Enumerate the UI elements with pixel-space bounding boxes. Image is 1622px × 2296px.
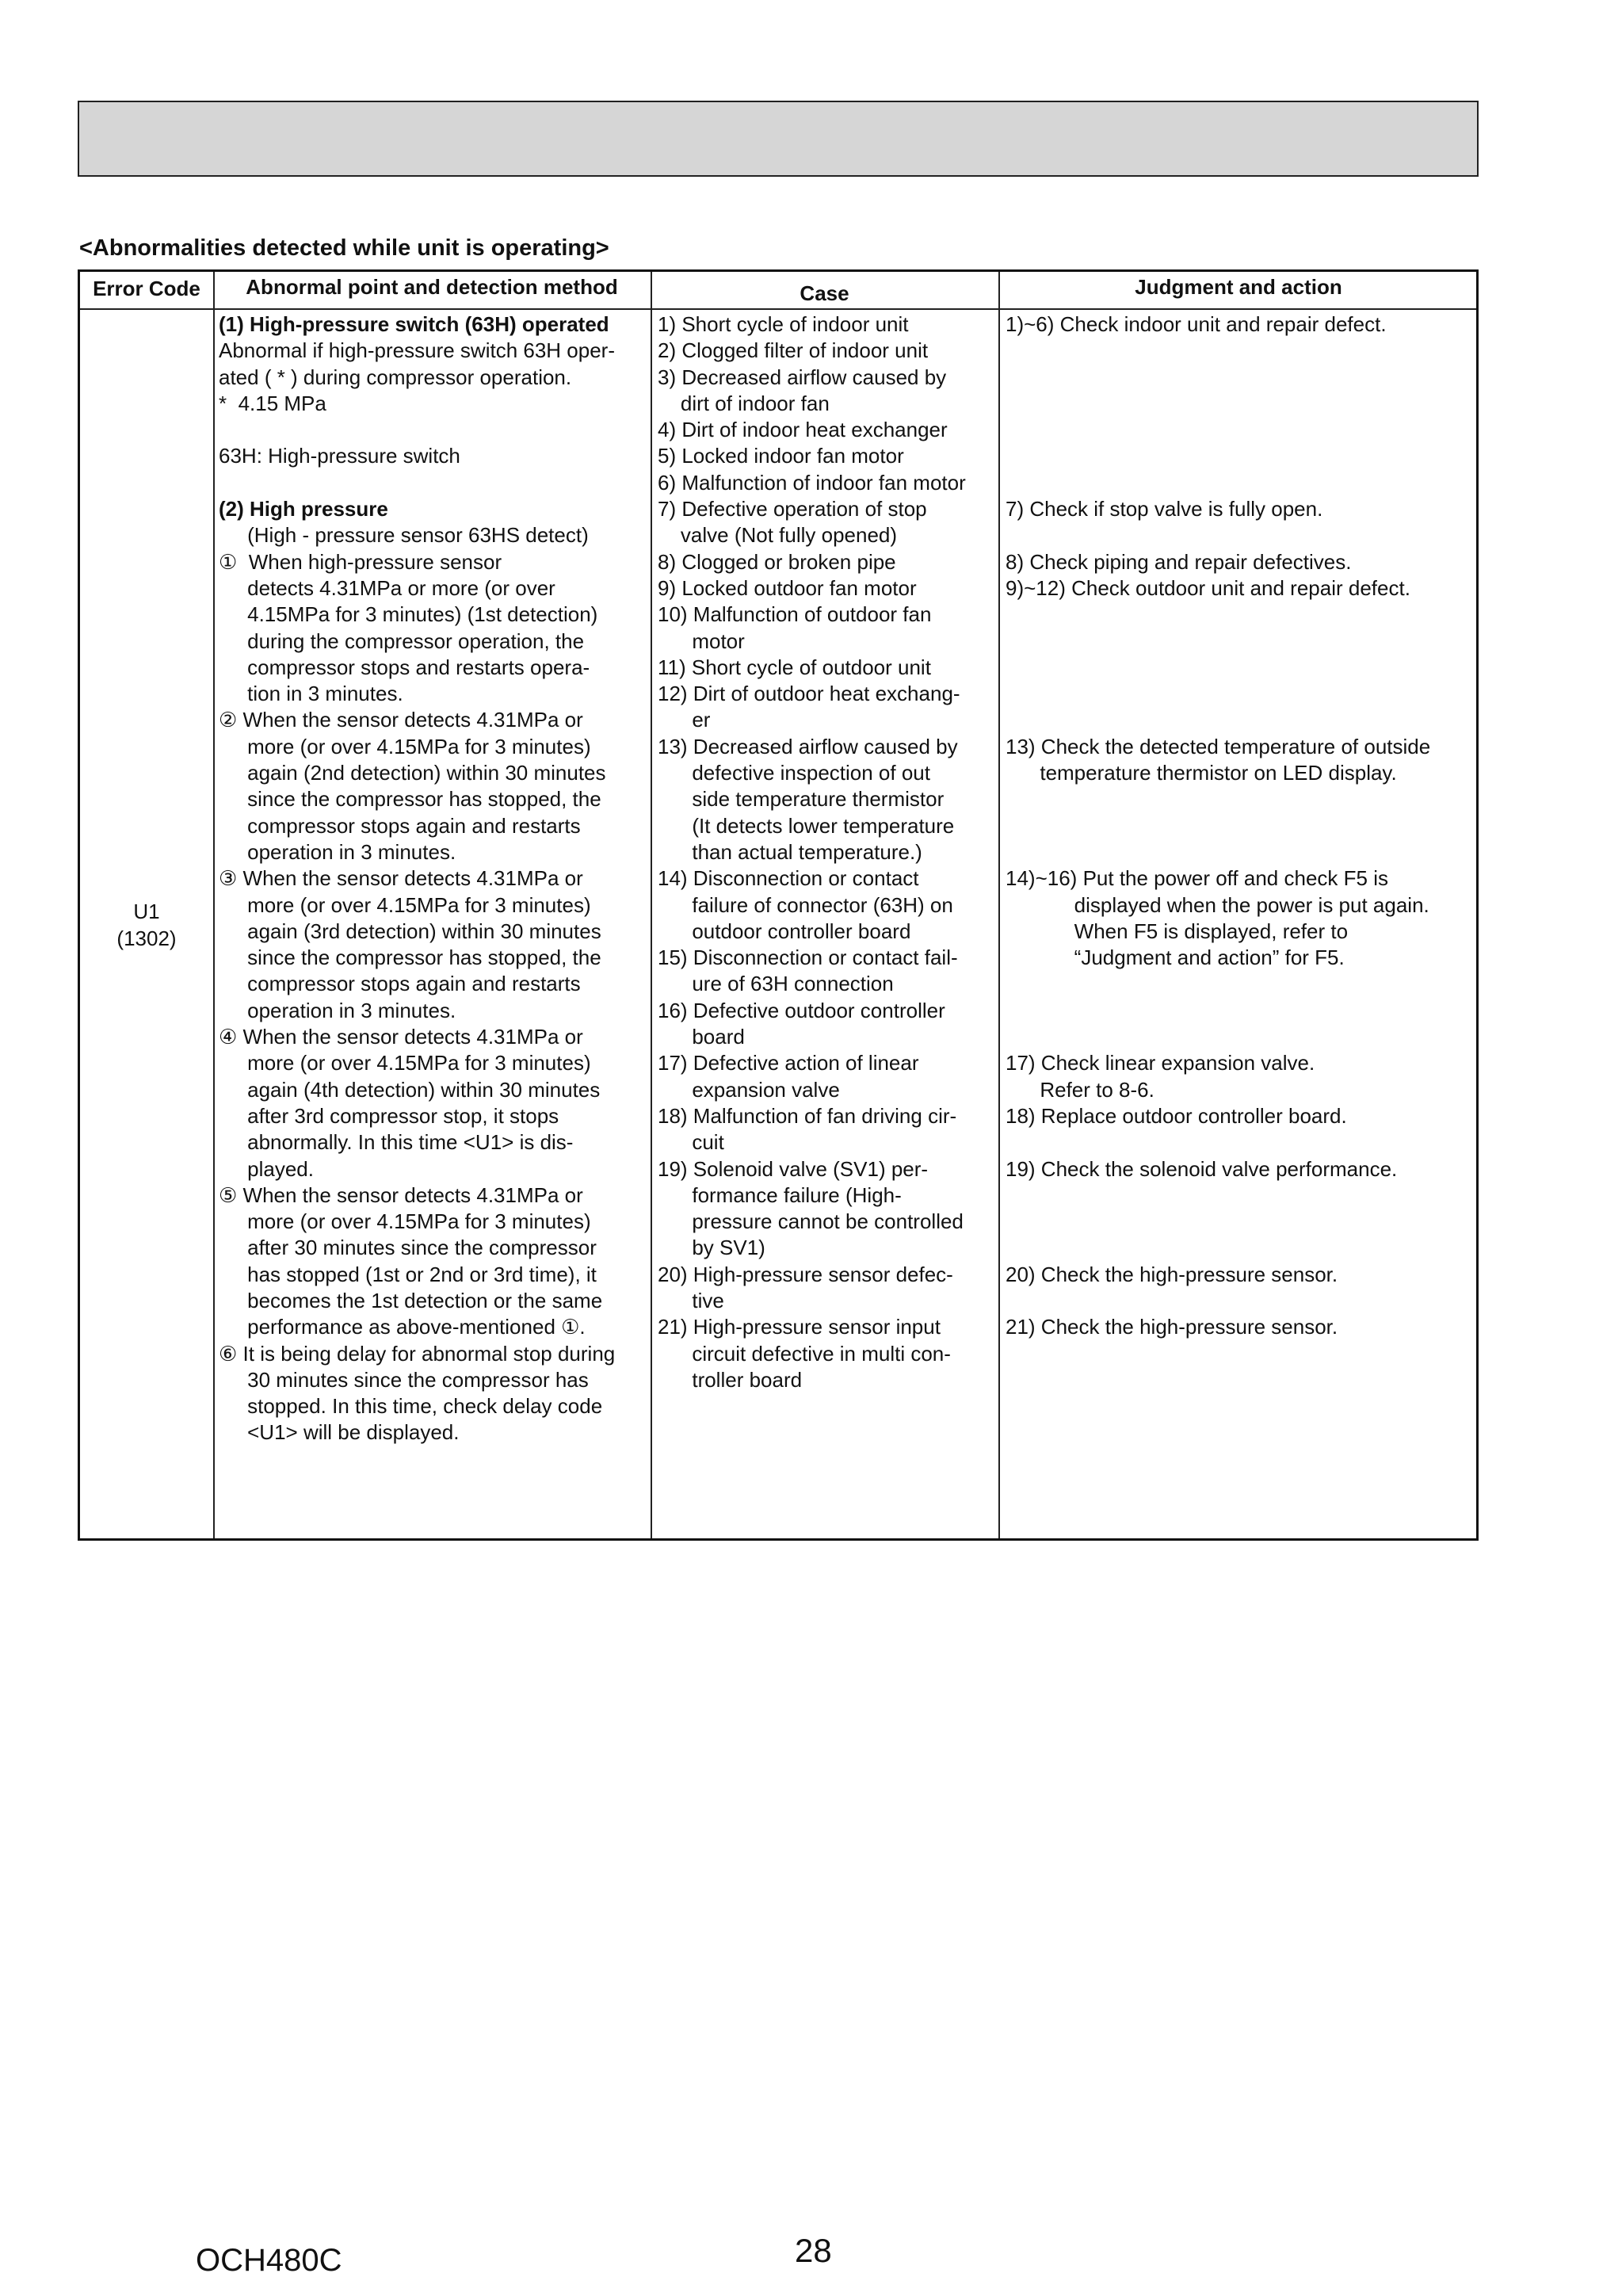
- text-line: (2) High pressure: [219, 497, 388, 521]
- text-line: [1006, 443, 1430, 469]
- text-line: 14)~16) Put the power off and check F5 is: [1006, 866, 1388, 891]
- text-line: than actual temperature.): [658, 839, 922, 864]
- text-line: 14) Disconnection or contact: [658, 866, 919, 891]
- text-line: compressor stops again and restarts: [219, 813, 581, 838]
- text-line: 15) Disconnection or contact fail-: [658, 946, 958, 970]
- text-line: 8) Clogged or broken pipe: [658, 549, 896, 574]
- column-divider: [213, 272, 215, 1538]
- text-line: [1006, 417, 1430, 443]
- column-divider: [998, 272, 1000, 1538]
- text-line: 20) Check the high-pressure sensor.: [1006, 1262, 1338, 1286]
- text-line: performance as above-mentioned ①.: [219, 1315, 586, 1339]
- header-divider: [80, 308, 1476, 310]
- text-line: [1006, 470, 1430, 496]
- text-line: detects 4.31MPa or more (or over: [219, 575, 555, 600]
- text-line: er: [658, 708, 711, 732]
- text-line: ① When high-pressure sensor: [219, 549, 502, 574]
- text-line: dirt of indoor fan: [658, 391, 830, 415]
- text-line: again (2nd detection) within 30 minutes: [219, 761, 606, 785]
- error-code-number: (1302): [116, 926, 177, 950]
- text-line: 8) Check piping and repair defectives.: [1006, 549, 1352, 574]
- text-line: [1006, 365, 1430, 391]
- text-line: ③ When the sensor detects 4.31MPa or: [219, 866, 583, 891]
- text-line: ② When the sensor detects 4.31MPa or: [219, 708, 583, 732]
- text-line: ⑥ It is being delay for abnormal stop during: [219, 1341, 616, 1366]
- text-line: after 30 minutes since the compressor: [219, 1236, 597, 1260]
- text-line: ⑤ When the sensor detects 4.31MPa or: [219, 1182, 583, 1207]
- text-line: 21) Check the high-pressure sensor.: [1006, 1315, 1338, 1339]
- text-line: Abnormal if high-pressure switch 63H oper-: [219, 338, 615, 363]
- text-line: 4.15MPa for 3 minutes) (1st detection): [219, 602, 598, 627]
- text-line: pressure cannot be controlled: [658, 1209, 964, 1234]
- column-divider: [651, 272, 652, 1538]
- text-line: valve (Not fully opened): [658, 523, 898, 548]
- text-line: 9)~12) Check outdoor unit and repair defect.: [1006, 575, 1410, 600]
- text-line: 7) Defective operation of stop: [658, 497, 927, 521]
- text-line: <U1> will be displayed.: [219, 1420, 460, 1445]
- text-line: 17) Check linear expansion valve.: [1006, 1051, 1315, 1075]
- text-line: 2) Clogged filter of indoor unit: [658, 338, 929, 363]
- text-line: compressor stops again and restarts: [219, 972, 581, 996]
- text-line: 63H: High-pressure switch: [219, 444, 460, 468]
- text-line: [1006, 1129, 1430, 1156]
- text-line: compressor stops and restarts opera-: [219, 655, 590, 679]
- text-line: cuit: [658, 1130, 724, 1155]
- text-line: [1006, 1182, 1430, 1209]
- text-line: abnormally. In this time <U1> is dis-: [219, 1130, 574, 1155]
- text-line: 1)~6) Check indoor unit and repair defect.: [1006, 312, 1387, 336]
- text-line: after 3rd compressor stop, it stops: [219, 1103, 559, 1128]
- text-line: [219, 417, 615, 443]
- text-line: [1006, 1235, 1430, 1261]
- text-line: 18) Malfunction of fan driving cir-: [658, 1103, 957, 1128]
- text-line: [1006, 655, 1430, 681]
- text-line: stopped. In this time, check delay code: [219, 1394, 603, 1419]
- text-line: has stopped (1st or 2nd or 3rd time), it: [219, 1262, 597, 1286]
- text-line: formance failure (High-: [658, 1182, 902, 1207]
- text-line: outdoor controller board: [658, 919, 911, 943]
- text-line: tion in 3 minutes.: [219, 682, 403, 706]
- text-line: When F5 is displayed, refer to: [1006, 919, 1349, 943]
- text-line: since the compressor has stopped, the: [219, 946, 601, 970]
- text-line: 10) Malfunction of outdoor fan: [658, 602, 932, 627]
- header-bar: [78, 101, 1479, 177]
- text-line: 13) Decreased airflow caused by: [658, 734, 958, 758]
- text-line: * 4.15 MPa: [219, 391, 326, 415]
- text-line: Refer to 8-6.: [1006, 1077, 1154, 1102]
- text-line: “Judgment and action” for F5.: [1006, 946, 1345, 970]
- text-line: by SV1): [658, 1236, 765, 1260]
- section-title: <Abnormalities detected while unit is operating>: [79, 235, 609, 261]
- text-line: 20) High-pressure sensor defec-: [658, 1262, 953, 1286]
- text-line: [1006, 1209, 1430, 1235]
- text-line: (High - pressure sensor 63HS detect): [219, 523, 589, 548]
- header-error-code: Error Code: [93, 277, 200, 300]
- text-line: tive: [658, 1288, 724, 1312]
- text-line: displayed when the power is put again.: [1006, 892, 1429, 917]
- text-line: temperature thermistor on LED display.: [1006, 761, 1397, 785]
- text-line: 19) Check the solenoid valve performance.: [1006, 1156, 1398, 1181]
- text-line: 9) Locked outdoor fan motor: [658, 575, 917, 600]
- text-line: failure of connector (63H) on: [658, 892, 953, 917]
- text-line: during the compressor operation, the: [219, 628, 585, 653]
- text-line: again (4th detection) within 30 minutes: [219, 1077, 601, 1102]
- error-code-cell: [80, 898, 213, 952]
- text-line: circuit defective in multi con-: [658, 1341, 951, 1366]
- text-line: 5) Locked indoor fan motor: [658, 444, 904, 468]
- text-line: ated ( * ) during compressor operation.: [219, 365, 572, 389]
- text-line: [1006, 628, 1430, 655]
- header-judgment: Judgment and action: [1135, 275, 1342, 299]
- text-line: played.: [219, 1156, 314, 1181]
- text-line: 4) Dirt of indoor heat exchanger: [658, 418, 948, 442]
- text-line: board: [658, 1025, 745, 1049]
- text-line: more (or over 4.15MPa for 3 minutes): [219, 1209, 591, 1234]
- text-line: 19) Solenoid valve (SV1) per-: [658, 1156, 929, 1181]
- text-line: becomes the 1st detection or the same: [219, 1288, 603, 1312]
- text-line: 1) Short cycle of indoor unit: [658, 312, 909, 336]
- case-column: [658, 311, 966, 1393]
- page-number: 28: [795, 2232, 832, 2269]
- text-line: 30 minutes since the compressor has: [219, 1367, 589, 1392]
- text-line: [1006, 681, 1430, 707]
- text-line: [1006, 813, 1430, 839]
- text-line: [1006, 338, 1430, 364]
- text-line: [1006, 391, 1430, 417]
- abnormal-point-column: [219, 311, 615, 1446]
- text-line: troller board: [658, 1367, 803, 1392]
- text-line: more (or over 4.15MPa for 3 minutes): [219, 892, 591, 917]
- text-line: 12) Dirt of outdoor heat exchang-: [658, 682, 960, 706]
- text-line: operation in 3 minutes.: [219, 998, 456, 1022]
- text-line: again (3rd detection) within 30 minutes: [219, 919, 601, 943]
- text-line: 18) Replace outdoor controller board.: [1006, 1103, 1347, 1128]
- text-line: 3) Decreased airflow caused by: [658, 365, 947, 389]
- text-line: [1006, 839, 1430, 865]
- text-line: [219, 470, 615, 496]
- text-line: 6) Malfunction of indoor fan motor: [658, 470, 966, 495]
- error-code: U1: [133, 900, 160, 923]
- text-line: [1006, 998, 1430, 1024]
- model-code: OCH480C: [196, 2243, 342, 2278]
- text-line: [1006, 522, 1430, 548]
- text-line: more (or over 4.15MPa for 3 minutes): [219, 1051, 591, 1075]
- text-line: (It detects lower temperature: [658, 813, 955, 838]
- judgment-column: [1006, 311, 1430, 1341]
- header-case: Case: [800, 281, 849, 305]
- text-line: [1006, 707, 1430, 733]
- text-line: 7) Check if stop valve is fully open.: [1006, 497, 1323, 521]
- text-line: 13) Check the detected temperature of outside: [1006, 734, 1431, 758]
- header-abnormal-point: Abnormal point and detection method: [246, 275, 618, 299]
- text-line: more (or over 4.15MPa for 3 minutes): [219, 734, 591, 758]
- text-line: defective inspection of out: [658, 761, 930, 785]
- text-line: side temperature thermistor: [658, 787, 945, 812]
- text-line: ④ When the sensor detects 4.31MPa or: [219, 1025, 583, 1049]
- text-line: ure of 63H connection: [658, 972, 894, 996]
- text-line: 16) Defective outdoor controller: [658, 998, 945, 1022]
- text-line: operation in 3 minutes.: [219, 839, 456, 864]
- text-line: expansion valve: [658, 1077, 840, 1102]
- text-line: [1006, 1288, 1430, 1314]
- text-line: [1006, 971, 1430, 997]
- text-line: (1) High-pressure switch (63H) operated: [219, 312, 609, 336]
- text-line: 11) Short cycle of outdoor unit: [658, 655, 931, 679]
- text-line: [1006, 1024, 1430, 1050]
- text-line: since the compressor has stopped, the: [219, 787, 601, 812]
- abnormality-table: [78, 269, 1479, 1541]
- text-line: motor: [658, 628, 745, 653]
- text-line: 17) Defective action of linear: [658, 1051, 919, 1075]
- text-line: [1006, 786, 1430, 812]
- text-line: 21) High-pressure sensor input: [658, 1315, 941, 1339]
- text-line: [1006, 602, 1430, 628]
